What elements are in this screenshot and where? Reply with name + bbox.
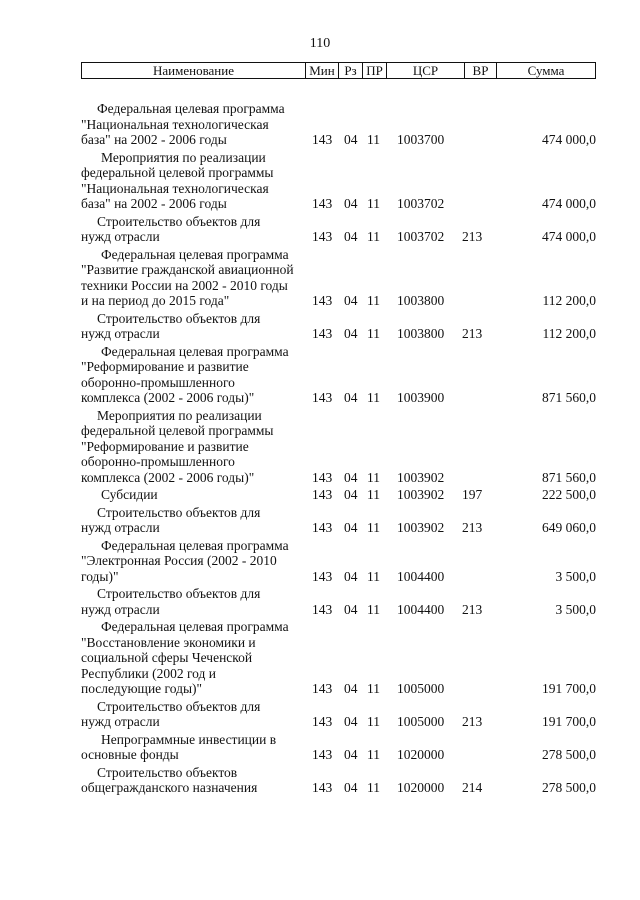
cell-min: 143 [312,520,333,535]
cell-csr: 1003900 [397,390,445,405]
table-body [0,101,640,796]
cell-sum: 474 000,0 [542,196,596,211]
cell-pr: 11 [367,747,380,762]
row-name: Федеральная целевая программа "Реформирование и развитие оборонно-промышленного комплекса (2002 - 2006 годы)" [81,343,289,405]
cell-min: 143 [312,293,333,308]
row-name: Строительство объектов для нужд отрасли [81,310,261,341]
table-row [0,214,640,245]
table-row [0,619,640,697]
row-name: Строительство объектов для нужд отрасли [81,213,261,244]
cell-vr: 213 [462,714,483,729]
cell-csr: 1003902 [397,469,445,485]
row-name: Мероприятия по реализации федеральной целевой программы "Реформирование и развитие оборонно-промышленного комплекса (2002 - 2006 годы)" [81,407,274,485]
cell-sum: 112 200,0 [542,326,596,341]
table-row [0,247,640,309]
cell-sum: 112 200,0 [542,293,596,308]
row-name: Строительство объектов для нужд отрасли [81,504,261,535]
table-header [81,62,596,79]
cell-pr: 11 [367,326,380,341]
cell-rz: 04 [344,714,358,729]
cell-csr: 1005000 [397,714,445,729]
table-row [0,538,640,585]
cell-sum: 3 500,0 [555,568,596,584]
cell-min: 143 [312,132,333,147]
cell-pr: 11 [367,469,380,485]
cell-vr: 213 [462,326,483,341]
cell-pr: 11 [367,601,380,617]
cell-rz: 04 [344,568,358,584]
cell-vr: 213 [462,601,483,617]
cell-csr: 1003702 [397,196,445,211]
cell-csr: 1004400 [397,568,445,584]
cell-min: 143 [312,229,333,244]
cell-min: 143 [312,601,333,617]
cell-csr: 1003700 [397,132,445,147]
table-row [0,586,640,617]
cell-vr: 213 [462,520,483,535]
cell-pr: 11 [367,196,380,211]
cell-pr: 11 [367,520,380,535]
cell-sum: 871 560,0 [542,469,596,485]
cell-sum: 278 500,0 [542,780,596,795]
cell-rz: 04 [344,487,358,502]
cell-csr: 1020000 [397,747,445,762]
table-row [0,699,640,730]
cell-pr: 11 [367,229,380,244]
cell-min: 143 [312,469,333,485]
row-name: Федеральная целевая программа "Восстановление экономики и социальной сферы Чеченской Республики (2002 год и последующие годы)" [81,619,289,696]
header-name: Наименование [82,63,306,78]
cell-rz: 04 [344,520,358,535]
cell-pr: 11 [367,681,380,696]
table-row [0,732,640,763]
header-csr: ЦСР [387,63,465,78]
cell-sum: 191 700,0 [542,681,596,696]
row-name: Строительство объектов общегражданского назначения [81,764,258,795]
cell-min: 143 [312,568,333,584]
header-min: Мин [306,63,339,78]
cell-vr: 197 [462,487,483,502]
cell-min: 143 [312,681,333,696]
cell-rz: 04 [344,601,358,617]
cell-rz: 04 [344,293,358,308]
cell-sum: 474 000,0 [542,132,596,147]
row-name: Субсидии [101,487,158,502]
cell-min: 143 [312,390,333,405]
row-name: Мероприятия по реализации федеральной целевой программы "Национальная технологическая база" на 2002 - 2006 годы [81,149,274,211]
cell-pr: 11 [367,780,380,795]
cell-rz: 04 [344,390,358,405]
cell-vr: 214 [462,780,483,795]
cell-min: 143 [312,780,333,795]
cell-rz: 04 [344,196,358,211]
table-row [0,505,640,536]
cell-rz: 04 [344,780,358,795]
row-name: Непрограммные инвестиции в основные фонды [81,731,277,762]
header-vr: ВР [465,63,497,78]
row-name: Федеральная целевая программа "Национальная технологическая база" на 2002 - 2006 годы [81,101,285,147]
table-row [0,150,640,212]
cell-pr: 11 [367,714,380,729]
cell-pr: 11 [367,390,380,405]
cell-min: 143 [312,196,333,211]
cell-rz: 04 [344,229,358,244]
cell-rz: 04 [344,681,358,696]
cell-sum: 871 560,0 [542,390,596,405]
cell-csr: 1003902 [397,520,445,535]
cell-pr: 11 [367,568,380,584]
cell-rz: 04 [344,132,358,147]
cell-rz: 04 [344,747,358,762]
cell-vr: 213 [462,229,483,244]
cell-min: 143 [312,747,333,762]
header-sum: Сумма [527,63,565,78]
row-name: Федеральная целевая программа "Электронная Россия (2002 - 2010 годы)" [81,537,289,584]
cell-pr: 11 [367,132,380,147]
cell-sum: 3 500,0 [555,601,596,617]
cell-pr: 11 [367,487,380,502]
row-name: Строительство объектов для нужд отрасли [81,586,261,617]
cell-sum: 222 500,0 [542,487,596,502]
header-pr: ПР [363,63,387,78]
page-number: 110 [309,36,331,51]
cell-csr: 1020000 [397,780,445,795]
cell-min: 143 [312,714,333,729]
cell-csr: 1005000 [397,681,445,696]
cell-pr: 11 [367,293,380,308]
table-row [0,344,640,406]
cell-csr: 1003902 [397,487,445,502]
cell-sum: 191 700,0 [542,714,596,729]
cell-min: 143 [312,326,333,341]
table-row [0,101,640,148]
row-name: Строительство объектов для нужд отрасли [81,698,261,729]
cell-min: 143 [312,487,333,502]
cell-sum: 649 060,0 [542,520,596,535]
row-name: Федеральная целевая программа "Развитие гражданской авиационной техники России на 2002 - 2010 годы и на период до 2015 года" [81,246,294,308]
cell-csr: 1004400 [397,601,445,617]
table-row [0,487,640,503]
table-row [0,765,640,796]
cell-sum: 278 500,0 [542,747,596,762]
table-row [0,311,640,342]
header-rz: Рз [339,63,363,78]
cell-rz: 04 [344,469,358,485]
cell-csr: 1003702 [397,229,445,244]
cell-rz: 04 [344,326,358,341]
cell-csr: 1003800 [397,293,445,308]
cell-csr: 1003800 [397,326,445,341]
table-row [0,408,640,486]
cell-sum: 474 000,0 [542,229,596,244]
